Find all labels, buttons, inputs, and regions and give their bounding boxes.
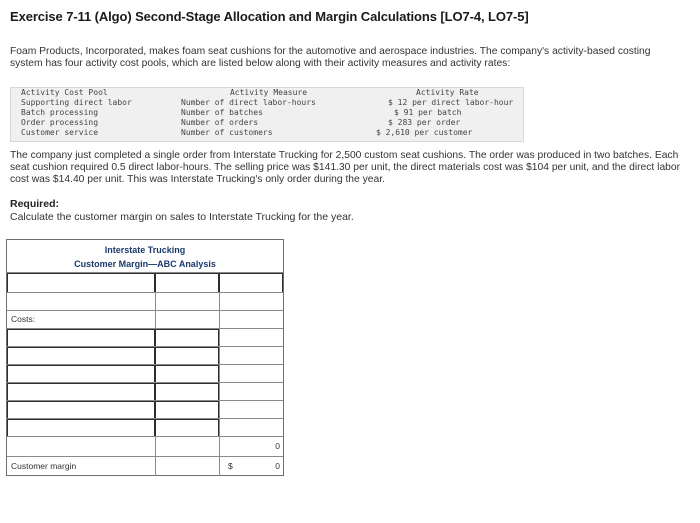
cost-row: [7, 346, 283, 365]
costs-label-cell: [7, 311, 155, 329]
cost-amount-input[interactable]: [155, 383, 219, 401]
activity-row: [11, 128, 523, 138]
cost-total-cell: [219, 365, 283, 383]
cost-amount-input[interactable]: [155, 347, 219, 365]
header-cost-pool: Activity Cost Pool: [21, 88, 108, 97]
cost-amount-input[interactable]: [155, 419, 219, 437]
activity-row: [11, 108, 523, 118]
cost-label-input[interactable]: [7, 347, 155, 365]
blank-mid-cell: [155, 293, 220, 311]
activity-rates-table: [10, 87, 524, 142]
line-item-total-input[interactable]: [219, 273, 283, 293]
required-label: Required:: [10, 198, 60, 210]
header-activity-rate: Activity Rate: [416, 88, 479, 97]
measure-cell: Number of orders: [181, 118, 259, 127]
customer-margin-label: Customer margin: [11, 461, 77, 471]
cost-total-cell: [219, 329, 283, 347]
activity-row: [11, 118, 523, 128]
cost-total-cell: [219, 419, 283, 437]
exercise-title: Exercise 7-11 (Algo) Second-Stage Allocation and Margin Calculations [LO7-4, LO7-5]: [10, 9, 529, 24]
rate-cell: $ 12 per direct labor-hour: [388, 98, 514, 107]
cost-label-input[interactable]: [7, 383, 155, 401]
cost-label-input[interactable]: [7, 365, 155, 383]
total-costs-row: [7, 436, 283, 457]
cost-row: [7, 364, 283, 383]
intro-paragraph: Foam Products, Incorporated, makes foam seat cushions for the automotive and aerospace industries. The company's activity-based costing system has four activity cost pools, which are listed below along with their activity measures and activity rates:: [10, 46, 651, 69]
worksheet-heading-title: Customer Margin—ABC Analysis: [74, 259, 216, 269]
customer-margin-worksheet: [6, 239, 284, 476]
order-details-paragraph: The company just completed a single order from Interstate Trucking for 2,500 custom seat cushions. The order was produced in two batches. Each seat cushion required 0.5 direct labor-hours. The selling price was $141.30 per unit, the direct materials cost was $104 per unit, and the direct labor cost was $14.40 per unit. This was Interstate Trucking's only order during the year.: [10, 150, 681, 185]
cost-label-input[interactable]: [7, 401, 155, 419]
activity-row: [11, 98, 523, 108]
costs-row: [7, 310, 283, 329]
cost-label-input[interactable]: [7, 419, 155, 437]
cost-total-cell: [219, 383, 283, 401]
cost-amount-input[interactable]: [155, 401, 219, 419]
cost-pool-cell: Batch processing: [21, 108, 99, 117]
costs-mid-cell: [155, 311, 220, 329]
cost-amount-input[interactable]: [155, 365, 219, 383]
required-instruction: Calculate the customer margin on sales to Interstate Trucking for the year.: [10, 211, 354, 223]
rate-cell: $ 91 per batch: [394, 108, 462, 117]
rate-cell: $ 283 per order: [388, 118, 461, 127]
cost-total-cell: [219, 347, 283, 365]
cost-pool-cell: Supporting direct labor: [21, 98, 132, 107]
total-costs-right-cell: [219, 437, 284, 457]
measure-cell: Number of batches: [181, 108, 263, 117]
total-costs-value: 0: [275, 441, 280, 451]
header-activity-measure: Activity Measure: [229, 88, 308, 97]
total-costs-label-cell: [7, 437, 155, 457]
cost-pool-cell: Customer service: [21, 128, 99, 137]
line-item-label-input[interactable]: [7, 273, 155, 293]
cost-amount-input[interactable]: [155, 329, 219, 347]
customer-margin-label-cell: [7, 457, 155, 476]
worksheet-heading-company: Interstate Trucking: [104, 245, 186, 255]
cost-label-input[interactable]: [7, 329, 155, 347]
measure-cell: Number of direct labor-hours: [181, 98, 316, 107]
measure-cell: Number of customers: [181, 128, 273, 137]
cost-row: [7, 382, 283, 401]
blank-label-cell: [7, 293, 155, 311]
line-item-amount-input[interactable]: [155, 273, 219, 293]
cost-row: [7, 418, 283, 437]
worksheet-row: [7, 272, 283, 293]
rate-cell: $ 2,610 per customer: [376, 128, 473, 137]
cost-total-cell: [219, 401, 283, 419]
worksheet-heading: [7, 240, 283, 272]
cost-row: [7, 328, 283, 347]
worksheet-row: [7, 292, 283, 311]
activity-table-header: [11, 88, 523, 98]
customer-margin-mid-cell: [155, 457, 233, 476]
customer-margin-row: [7, 456, 283, 476]
cost-pool-cell: Order processing: [21, 118, 99, 127]
costs-right-cell: [219, 311, 284, 329]
customer-margin-dollar-sign: $: [228, 461, 233, 471]
costs-label: Costs:: [11, 314, 36, 324]
total-costs-mid-cell: [155, 437, 220, 457]
blank-right-cell: [219, 293, 284, 311]
customer-margin-value: 0: [275, 461, 280, 471]
customer-margin-right-cell: [219, 457, 284, 476]
cost-row: [7, 400, 283, 419]
